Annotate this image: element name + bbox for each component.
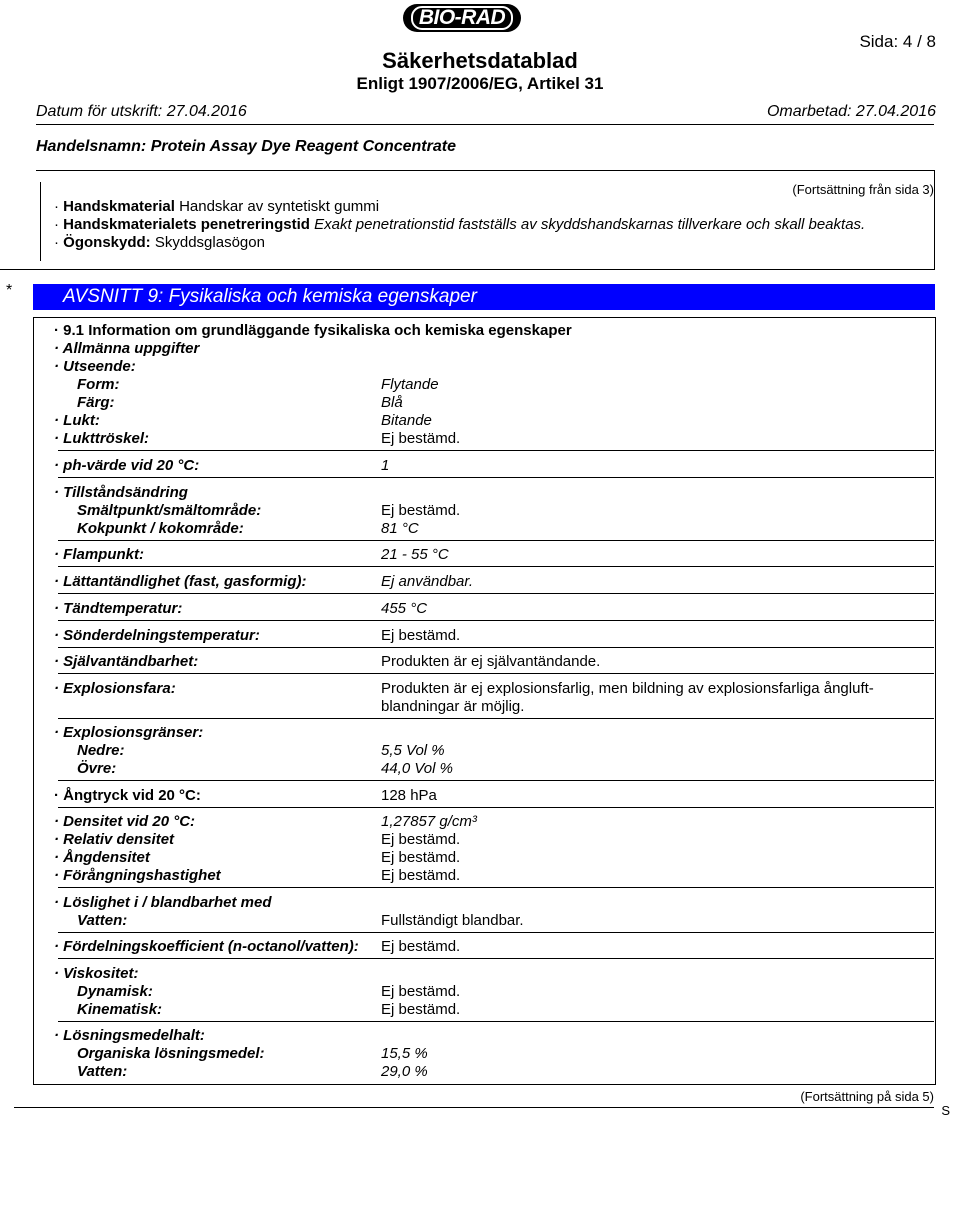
kinematic-value: Ej bestämd. [381, 1001, 461, 1018]
solvent-label: · Lösningsmedelhalt: [54, 1027, 205, 1044]
section9-banner: AVSNITT 9: Fysikaliska och kemiska egenskaper [33, 284, 935, 310]
subsection-heading: · 9.1 Information om grundläggande fysikaliska och kemiska egenskaper [54, 322, 572, 339]
melting-value: Ej bestämd. [381, 502, 461, 519]
divider [58, 620, 934, 621]
ignition-label: · Tändtemperatur: [54, 600, 183, 617]
ph-label: · ph-värde vid 20 °C: [54, 457, 200, 474]
viscosity-label: · Viskositet: [54, 965, 139, 982]
trade-name: Handelsnamn: Protein Assay Dye Reagent Concentrate [36, 138, 456, 155]
kinematic-label: Kinematisk: [77, 1001, 163, 1018]
rel-density-label: · Relativ densitet [54, 831, 175, 848]
divider [58, 593, 934, 594]
flash-label: · Flampunkt: [54, 546, 145, 563]
footer-mark: S [941, 1103, 950, 1118]
revised-date: Omarbetad: 27.04.2016 [766, 103, 936, 120]
dynamic-value: Ej bestämd. [381, 983, 461, 1000]
flammability-value: Ej användbar. [381, 573, 474, 590]
flash-value: 21 - 55 °C [381, 546, 449, 563]
vapor-pressure-value: 128 hPa [381, 787, 437, 804]
page-number: Sida: 4 / 8 [859, 32, 936, 51]
divider [58, 477, 934, 478]
solvent-water-value: 29,0 % [381, 1063, 428, 1080]
ph-value: 1 [381, 457, 390, 474]
odor-threshold-value: Ej bestämd. [381, 430, 461, 447]
divider [58, 647, 934, 648]
evaporation-label: · Förångningshastighet [54, 867, 221, 884]
divider [58, 540, 934, 541]
eye-protection-row: · Ögonskydd: Skyddsglasögon [54, 234, 265, 251]
solvent-water-label: Vatten: [77, 1063, 128, 1080]
density-label: · Densitet vid 20 °C: [54, 813, 196, 830]
header-divider [36, 124, 934, 125]
lower-value: 5,5 Vol % [381, 742, 445, 759]
boiling-value: 81 °C [381, 520, 419, 537]
divider [58, 566, 934, 567]
color-value: Blå [381, 394, 403, 411]
odor-value: Bitande [381, 412, 432, 429]
organic-value: 15,5 % [381, 1045, 428, 1062]
divider [58, 932, 934, 933]
rel-density-value: Ej bestämd. [381, 831, 461, 848]
divider [58, 718, 934, 719]
form-label: Form: [77, 376, 120, 393]
general-info: · Allmänna uppgifter [54, 340, 200, 357]
tradename-divider [36, 170, 934, 171]
selfignition-label: · Självantändbarhet: [54, 653, 199, 670]
decomposition-label: · Sönderdelningstemperatur: [54, 627, 260, 644]
evaporation-value: Ej bestämd. [381, 867, 461, 884]
upper-value: 44,0 Vol % [381, 760, 453, 777]
vapor-density-value: Ej bestämd. [381, 849, 461, 866]
divider [58, 780, 934, 781]
section8-right-border [934, 170, 935, 270]
density-value: 1,27857 g/cm³ [381, 813, 477, 830]
continued-to: (Fortsättning på sida 5) [800, 1089, 934, 1104]
decomposition-value: Ej bestämd. [381, 627, 461, 644]
bio-rad-logo: BIO-RAD [403, 4, 521, 32]
revision-asterisk: * [6, 282, 13, 299]
lower-label: Nedre: [77, 742, 125, 759]
appearance-label: · Utseende: [54, 358, 136, 375]
divider [58, 807, 934, 808]
partition-label: · Fördelningskoefficient (n-octanol/vatten): [54, 938, 359, 955]
document-subtitle: Enligt 1907/2006/EG, Artikel 31 [356, 74, 604, 93]
inner-guide [58, 317, 59, 1083]
section8-bottom-rule [0, 269, 934, 270]
color-label: Färg: [77, 394, 115, 411]
organic-label: Organiska lösningsmedel: [77, 1045, 265, 1062]
solubility-label: · Löslighet i / blandbarhet med [54, 894, 272, 911]
continued-from: (Fortsättning från sida 3) [792, 182, 934, 197]
footer-rule [14, 1107, 934, 1108]
divider [58, 958, 934, 959]
divider [58, 673, 934, 674]
explosion-value-1: Produkten är ej explosionsfarlig, men bildning av explosionsfarliga ångluft- [381, 680, 874, 697]
penetration-row: · Handskmaterialets penetreringstid Exakt penetrationstid fastställs av skyddshandskarnas tillverkare och skall beaktas. [54, 216, 866, 233]
divider [58, 450, 934, 451]
divider [58, 887, 934, 888]
print-date: Datum för utskrift: 27.04.2016 [36, 103, 247, 120]
vapor-density-label: · Ångdensitet [54, 849, 150, 866]
flammability-label: · Lättantändlighet (fast, gasformig): [54, 573, 307, 590]
water-value: Fullständigt blandbar. [381, 912, 524, 929]
upper-label: Övre: [77, 760, 117, 777]
selfignition-value: Produkten är ej självantändande. [381, 653, 601, 670]
odor-threshold-label: · Lukttröskel: [54, 430, 150, 447]
limits-label: · Explosionsgränser: [54, 724, 204, 741]
state-change-label: · Tillståndsändring [54, 484, 188, 501]
explosion-label: · Explosionsfara: [54, 680, 176, 697]
boiling-label: Kokpunkt / kokområde: [77, 520, 244, 537]
partition-value: Ej bestämd. [381, 938, 461, 955]
divider [58, 1021, 934, 1022]
document-title: Säkerhetsdatablad [382, 48, 578, 73]
form-value: Flytande [381, 376, 439, 393]
glove-material-row: · Handskmaterial Handskar av syntetiskt gummi [54, 198, 380, 215]
melting-label: Smältpunkt/smältområde: [77, 502, 262, 519]
vapor-pressure-label: · Ångtryck vid 20 °C: [54, 787, 201, 804]
dynamic-label: Dynamisk: [77, 983, 153, 1000]
explosion-value-2: blandningar är möjlig. [381, 698, 525, 715]
odor-label: · Lukt: [54, 412, 100, 429]
ignition-value: 455 °C [381, 600, 428, 617]
water-label: Vatten: [77, 912, 128, 929]
